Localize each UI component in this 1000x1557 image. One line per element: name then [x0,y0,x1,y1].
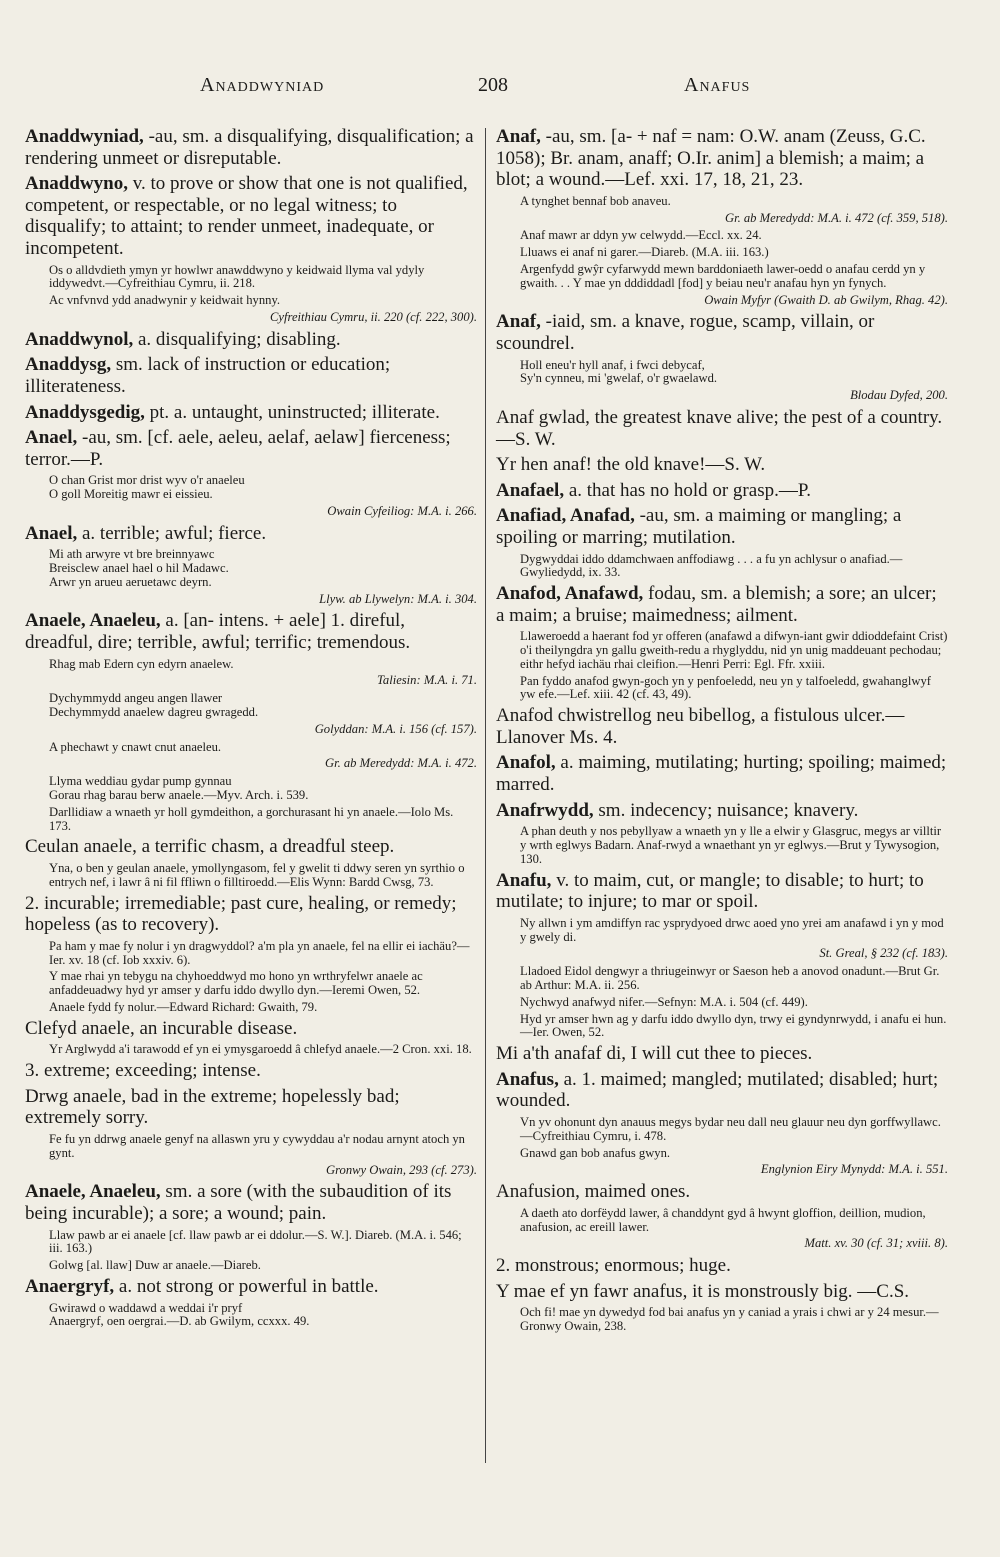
definition: Ceulan anaele, a terrific chasm, a dreadful steep. [25,836,395,858]
citation: Owain Myfyr (Gwaith D. ab Gwilym, Rhag. 42). [704,292,948,307]
quotation: O chan Grist mor drist wyv o'r anaeleu O goll Moreitig mawr ei eissieu. [49,473,245,502]
dictionary-entry [25,173,477,259]
definition: Drwg anaele, bad in the extreme; hopelessly bad; extremely sorry. [25,1085,400,1129]
dictionary-entry [496,454,948,476]
quotation: A tynghet bennaf bob anaveu. [520,193,671,208]
quotation: Vn yv ohonunt dyn anauus megys bydar neu dall neu glauur neu dyn gorffwyllawc.—Cyfreithiau Cymru, i. 478. [520,1114,941,1143]
quotation: Pan fyddo anafod gwyn-goch yn y penfoeledd, neu yn y talfoeledd, gwahanglwyf yw efe.—Lef. xiii. 42 (cf. 43, 49). [520,673,931,702]
headword: Anaddwynol, [25,328,134,350]
quotation: Ac vnfvnvd ydd anadwynir y keidwait hynny. [49,293,281,308]
dictionary-entry [25,427,477,470]
headword: Anafu, [496,869,552,891]
dictionary-entry [25,1018,477,1040]
citation: Cyfreithiau Cymru, ii. 220 (cf. 222, 300). [270,309,477,324]
dictionary-entry [496,752,948,795]
headword: Anafus, [496,1068,559,1090]
dictionary-entry [25,402,477,424]
running-head-left: Anaddwyniad [200,74,325,96]
dictionary-entry [496,870,948,913]
citation: Taliesin: M.A. i. 71. [377,673,477,688]
quotation: Gwirawd o waddawd a weddai i'r pryf Anaergryf, oen oergrai.—D. ab Gwilym, ccxxx. 49. [49,1300,310,1329]
definition: -au, sm. a maiming or mangling; a spoiling or marring; mutilation. [496,505,902,548]
dictionary-entry [496,1255,948,1277]
dictionary-entry [25,1060,477,1082]
dictionary-entry [496,1281,948,1303]
citation: Llyw. ab Llywelyn: M.A. i. 304. [319,591,477,606]
dictionary-entry [496,480,948,502]
quotation: Hyd yr amser hwn ag y darfu iddo dwyllo dyn, trwy ei gyndynrwydd, i anafu ei hun.—Ier. Owen, 52. [520,1011,947,1040]
dictionary-entry [25,836,477,858]
quotation: Lladoed Eidol dengwyr a thriugeinwyr or Saeson heb a anovod onadunt.—Brut Gr. ab Arthur: M.A. ii. 256. [520,964,940,992]
headword: Anaddysg, [25,354,112,376]
definition: Anafod chwistrellog neu bibellog, a fistulous ulcer.—Llanover Ms. 4. [496,705,905,748]
quotation: Yr Arglwydd a'i tarawodd ef yn ei ymysgaroedd â chlefyd anaele.—2 Cron. xxi. 18. [49,1042,472,1057]
dictionary-entry [496,705,948,748]
dictionary-entry [496,800,948,822]
headword: Anafod, Anafawd, [496,583,644,605]
dictionary-entry [496,1181,948,1203]
quotation: Och fi! mae yn dywedyd fod bai anafus yn y caniad a yrais i chwi ar y 24 mesur.—Gronwy Owain, 238. [520,1305,939,1334]
headword: Anaele, Anaeleu, [25,1181,161,1203]
column-divider [485,128,486,1463]
definition: Clefyd anaele, an incurable disease. [25,1017,298,1039]
headword: Anaddwyniad, [25,126,144,147]
quotation: Gnawd gan bob anafus gwyn. [520,1145,671,1160]
citation: Gr. ab Meredydd: M.A. i. 472. [324,756,477,771]
quotation: A phechawt y cnawt cnut anaeleu. [49,739,222,754]
dictionary-entry [496,407,948,450]
quotation: Yna, o ben y geulan anaele, ymollyngasom, fel y gwelit ti ddwy seren yn syrthio o entrych nef, i lawr â ni fil ffliwn o filltiroedd.—Elis Wynn: Bardd Cwsg, 73. [49,861,465,889]
dictionary-entry [25,610,477,653]
definition: a. terrible; awful; fierce. [77,522,267,544]
definition: -au, sm. a disqualifying, disqualification; a rendering unmeet or disreputable. [25,126,474,169]
quotation: Pa ham y mae fy nolur i yn dragwyddol? a'm pla yn anaele, fel na ellir ei iachäu?—Ier. xv. 18 (cf. Iob xxxiv. 6). [49,938,470,967]
quotation: Llaweroedd a haerant fod yr offeren (anafawd a difwyn-iant gwir ddioddefaint Crist) o'i theilyngdra yn gallu gweith-redu a rhyglyddu, nid yn unig maddeuant pechodau; eithr hefyd iachäu rhai cleifion.—Henri Perri: Egl. Ffr. xxiii. [520,629,948,671]
quotation: Rhag mab Edern cyn edyrn anaelew. [49,656,234,671]
headword: Anaf, [496,311,541,333]
quotation: Llyma weddiau gydar pump gynnau Gorau rhag barau berw anaele.—Myv. Arch. i. 539. [49,774,309,803]
dictionary-entry [25,354,477,397]
dictionary-entry [25,1181,477,1224]
definition: sm. lack of instruction or education; illiterateness. [25,354,391,397]
definition: Y mae ef yn fawr anafus, it is monstrously big. —C.S. [496,1280,910,1302]
definition: 3. extreme; exceeding; intense. [25,1060,261,1082]
quotation: Y mae rhai yn tebygu na chyhoeddwyd mo hono yn wrthryfelwr anaele ac anfaddeuadwy hyd yr amser y darfu iddo dwyllo dyn.—Ieremi Owen, 52. [49,969,423,998]
dictionary-entry [25,893,477,936]
citation: Blodau Dyfed, 200. [850,388,948,403]
quotation: A phan deuth y nos pebyllyaw a wnaeth yn y lle a elwir y Glasgruc, megys ar villtir y wrth eglwys Badarn. Anaf-rwyd a wnaethant yn yr eglwys.—Brut y Tywysogion, 130. [520,824,942,866]
citation: Englynion Eiry Mynydd: M.A. i. 551. [760,1162,948,1177]
citation: St. Greal, § 232 (cf. 183). [819,946,948,961]
dictionary-entry [25,1086,477,1129]
quotation: Holl eneu'r hyll anaf, i fwci debycaf, Sy'n cynneu, mi 'gwelaf, o'r gwaelawd. [520,357,718,386]
headword: Anafrwydd, [496,799,594,821]
definition: 2. incurable; irremediable; past cure, healing, or remedy; hopeless (as to recovery). [25,892,457,936]
right-column [496,126,948,1337]
definition: a. that has no hold or grasp.—P. [564,479,812,501]
quotation: Ny allwn i ym amdiffyn rac ysprydyoed drwc aoed yno yrei am anafawd i yn y mod y gwely di. [520,915,944,944]
quotation: Os o alldvdieth ymyn yr howlwr anawddwyno y keidwaid llyma val ydyly iddywedvt.—Cyfreithiau Cymru, ii. 218. [49,262,425,291]
dictionary-entry [25,523,477,545]
definition: Anafusion, maimed ones. [496,1181,691,1203]
quotation: Argenfydd gwŷr cyfarwydd mewn barddoniaeth lawer-oedd o anafau cerdd yn y gwaith. . . Y mae yn dddiddadl [fod] y beiau neu'r anafau hyn yn fynych. [520,261,926,290]
headword: Anael, [25,427,78,449]
running-head-right: Anafus [684,74,751,96]
left-column [25,126,477,1332]
citation: Gronwy Owain, 293 (cf. 273). [326,1162,477,1177]
definition: a. 1. maimed; mangled; mutilated; disabled; hurt; wounded. [496,1068,939,1112]
citation: Golyddan: M.A. i. 156 (cf. 157). [314,721,477,736]
dictionary-entry [496,583,948,626]
definition: Yr hen anaf! the old knave!—S. W. [496,454,766,476]
quotation: Nychwyd anafwyd nifer.—Sefnyn: M.A. i. 504 (cf. 449). [520,994,808,1009]
headword: Anaddysgedig, [25,401,145,423]
headword: Anafiad, Anafad, [496,505,635,527]
quotation: Dychymmydd angeu angen llawer Dechymmydd anaelew dagreu gwragedd. [49,691,259,720]
definition: 2. monstrous; enormous; huge. [496,1255,731,1277]
definition: a. disqualifying; disabling. [133,328,341,350]
dictionary-entry [496,1069,948,1112]
quotation: Golwg [al. llaw] Duw ar anaele.—Diareb. [49,1258,261,1273]
citation: Gr. ab Meredydd: M.A. i. 472 (cf. 359, 518). [724,210,948,225]
headword: Anaergryf, [25,1275,115,1297]
headword: Anaddwyno, [25,173,128,195]
definition: a. not strong or powerful in battle. [114,1275,379,1297]
dictionary-entry [25,126,477,169]
headword: Anaele, Anaeleu, [25,610,161,632]
definition: a. maiming, mutilating; hurting; spoiling; maimed; marred. [496,752,947,796]
quotation: Anaele fydd fy nolur.—Edward Richard: Gwaith, 79. [49,1000,318,1014]
dictionary-entry [496,1043,948,1065]
headword: Anaf, [496,126,541,147]
definition: sm. indecency; nuisance; knavery. [593,799,859,821]
quotation: Anaf mawr ar ddyn yw celwydd.—Eccl. xx. 24. [520,228,762,243]
headword: Anafael, [496,479,565,501]
definition: v. to prove or show that one is not qualified, competent, or respectable, or no legal witness; to disqualify; to attaint; to render unmeet, inadequate, or incompetent. [25,173,468,259]
definition: sm. a sore (with the subaudition of its being incurable); a sore; a wound; pain. [25,1181,452,1224]
headword: Anael, [25,522,78,544]
citation: Owain Cyfeiliog: M.A. i. 266. [327,503,477,518]
quotation: Dygwyddai iddo ddamchwaen anffodiawg . . . a fu yn achlysur o anafiad.—Gwyliedydd, ix. 33. [520,551,903,580]
citation: Matt. xv. 30 (cf. 31; xviii. 8). [804,1236,948,1251]
dictionary-entry [25,1276,477,1298]
quotation: Llaw pawb ar ei anaele [cf. llaw pawb ar ei ddolur.—S. W.]. Diareb. (M.A. i. 546; iii. 163.) [49,1227,462,1256]
headword: Anafol, [496,752,556,774]
definition: pt. a. untaught, uninstructed; illiterate. [144,401,440,423]
quotation: Darllidiaw a wnaeth yr holl gymdeithon, a gorchurasant hi yn anaele.—Iolo Ms. 173. [49,804,454,833]
quotation: Lluaws ei anaf ni garer.—Diareb. (M.A. iii. 163.) [520,245,769,260]
definition: Anaf gwlad, the greatest knave alive; the pest of a country.—S. W. [496,406,943,450]
page-number: 208 [478,74,508,96]
dictionary-entry [496,126,948,191]
dictionary-entry [496,505,948,548]
dictionary-entry [25,329,477,351]
dictionary-entry [496,311,948,354]
quotation: A daeth ato dorfëydd lawer, â chanddynt gyd â hwynt gloffion, deillion, mudion, anafusion, ac ereill lawer. [520,1205,926,1234]
definition: -au, sm. [cf. aele, aeleu, aelaf, aelaw] fierceness; terror.—P. [25,427,451,470]
quotation: Mi ath arwyre vt bre breinnyawc Breisclew anael hael o hil Madawc. Arwr yn arueu aeruetawc deyrn. [49,547,229,589]
definition: -iaid, sm. a knave, rogue, scamp, villain, or scoundrel. [496,311,875,354]
definition: -au, sm. [a- + naf = nam: O.W. anam (Zeuss, G.C. 1058); Br. anam, anaff; O.Ir. anim] a blemish; a maim; a blot; a wound.—Lef. xxi. 17, 18, 21, 23. [496,126,926,191]
quotation: Fe fu yn ddrwg anaele genyf na allaswn yru y cywyddau a'r nodau arnynt atoch yn gynt. [49,1131,465,1160]
definition: v. to maim, cut, or mangle; to disable; to hurt; to mutilate; to injure; to mar or spoil. [496,869,924,913]
definition: Mi a'th anafaf di, I will cut thee to pieces. [496,1043,813,1065]
definition: a. [an- intens. + aele] 1. direful, dreadful, dire; terrible, awful; terrific; tremendous. [25,610,411,654]
definition: fodau, sm. a blemish; a sore; an ulcer; a maim; a bruise; maimedness; ailment. [496,583,937,626]
